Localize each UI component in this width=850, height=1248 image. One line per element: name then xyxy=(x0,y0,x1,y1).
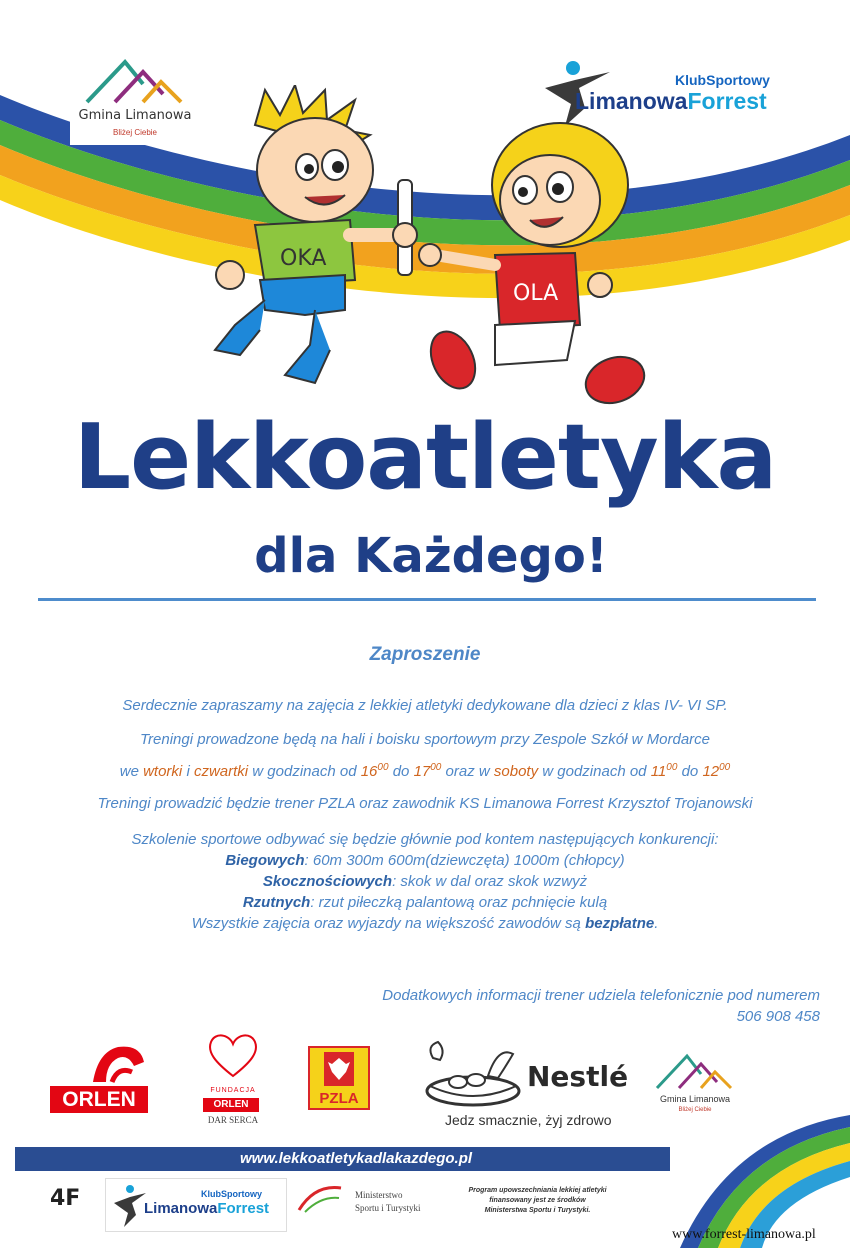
website-url-bar[interactable] xyxy=(15,1147,670,1171)
disciplines-intro: Szkolenie sportowe odbywać się będzie głównie pod kontem następujących konkurencji: xyxy=(131,831,719,848)
gmina-limanowa-logo xyxy=(70,50,200,145)
schedule-saturday: soboty xyxy=(493,763,539,780)
club-footer-right: Forrest xyxy=(217,1200,270,1217)
fundacja-orlen: ORLEN xyxy=(203,1098,259,1112)
time-3-hour: 11 xyxy=(650,763,667,780)
throws-label: Rzutnych xyxy=(242,894,311,911)
club-footer-name xyxy=(144,1200,269,1217)
page-title: Lekkoatletyka xyxy=(73,405,777,510)
runs-line xyxy=(40,850,810,871)
orlen-eagle-icon xyxy=(88,1042,148,1084)
time-1 xyxy=(361,763,389,780)
time-1-hour: 16 xyxy=(360,763,378,780)
girl-figure xyxy=(419,123,651,411)
program-line-2: finansowany jest ze środków xyxy=(489,1197,586,1204)
eagle-emblem-icon xyxy=(310,1050,368,1090)
schedule-thursday: czwartki xyxy=(193,763,249,780)
time-2 xyxy=(414,763,442,780)
gmina-tagline-small: Bliżej Ciebie xyxy=(678,1107,712,1113)
club-footer-left: Limanowa xyxy=(144,1200,218,1217)
time-3 xyxy=(651,763,678,780)
runs-label: Biegowych xyxy=(225,852,305,869)
free-prefix: Wszystkie zajęcia oraz wyjazdy na większość zawodów są xyxy=(191,915,586,932)
jumps-label: Skocznościowych xyxy=(262,873,393,890)
runs-text: : 60m 300m 600m(dziewczęta) 1000m (chłopcy) xyxy=(304,852,625,869)
schedule-we: we xyxy=(119,763,139,780)
jumps-line xyxy=(40,871,810,892)
free-word: bezpłatne xyxy=(585,915,655,932)
schedule-to: do xyxy=(392,763,410,780)
club-small-label: KlubSportowy xyxy=(675,72,770,88)
time-1-min: 00 xyxy=(377,762,389,773)
ministry-logo xyxy=(355,1189,421,1215)
boy-shirt-text: OKA xyxy=(280,246,327,271)
girl-shirt-text: OLA xyxy=(513,281,559,306)
gmina-name-small: Gmina Limanowa xyxy=(659,1094,731,1104)
club-logo-footer xyxy=(105,1178,287,1232)
time-3-min: 00 xyxy=(666,762,678,773)
trainer-line: Treningi prowadzić będzie trener PZLA oraz zawodnik KS Limanowa Forrest Krzysztof Trojanowski xyxy=(97,795,753,812)
disciplines-block xyxy=(40,829,810,934)
time-4 xyxy=(702,763,730,780)
schedule-tuesday: wtorki xyxy=(143,763,183,780)
kids-illustration xyxy=(195,85,665,425)
club-footer-small: KlubSportowy xyxy=(201,1189,262,1199)
gmina-mountains-icon xyxy=(655,1050,735,1090)
program-line-1: Program upowszechniania lekkiej atletyki xyxy=(468,1187,607,1194)
website-url[interactable]: www.lekkoatletykadlakazdego.pl xyxy=(240,1150,473,1167)
gmina-tagline: Bliżej Ciebie xyxy=(112,128,158,137)
contact-block xyxy=(300,985,820,1027)
program-line-3: Ministerstwa Sportu i Turystyki. xyxy=(484,1207,591,1214)
pzla-logo xyxy=(308,1046,370,1110)
invitation-heading: Zaproszenie xyxy=(369,644,481,665)
mountains-icon xyxy=(85,54,185,106)
schedule-and: i xyxy=(186,763,190,780)
ministry-swoosh-icon xyxy=(295,1182,345,1216)
fundacja-dar-serca: DAR SERCA xyxy=(207,1115,259,1125)
heart-icon xyxy=(205,1030,261,1080)
schedule-to-2: do xyxy=(681,763,699,780)
throws-line xyxy=(40,892,810,913)
time-4-min: 00 xyxy=(719,762,731,773)
schedule-hours-from-2: w godzinach od xyxy=(542,763,647,780)
free-line xyxy=(40,913,810,934)
nestle-logo: Nestlé xyxy=(527,1060,629,1093)
invitation-line-1: Serdecznie zapraszamy na zajęcia z lekkiej atletyki dedykowane dla dzieci z klas IV- VI SP. xyxy=(122,697,728,714)
schedule-hours-from: w godzinach od xyxy=(252,763,357,780)
ministry-line-1: Ministerstwo xyxy=(355,1190,403,1200)
gmina-name: Gmina Limanowa xyxy=(78,108,192,123)
time-2-hour: 17 xyxy=(413,763,431,780)
time-2-min: 00 xyxy=(430,762,442,773)
nestle-tagline: Jedz smacznie, żyj zdrowo xyxy=(445,1112,612,1128)
4f-logo: 4F xyxy=(50,1186,81,1211)
jumps-text: : skok w dal oraz skok wzwyż xyxy=(392,873,588,890)
fundacja-label: FUNDACJA xyxy=(210,1087,256,1094)
program-note xyxy=(450,1186,625,1216)
page-subtitle: dla Każdego! xyxy=(254,528,608,584)
invitation-line-2: Treningi prowadzone będą na hali i boisku sportowym przy Zespole Szkół w Mordarce xyxy=(140,731,710,748)
free-suffix: . xyxy=(654,915,659,932)
club-name-left: Limanowa xyxy=(575,88,688,114)
divider xyxy=(38,598,816,601)
time-4-hour: 12 xyxy=(702,763,720,780)
pzla-text: PZLA xyxy=(319,1090,359,1107)
contact-phone: 506 908 458 xyxy=(736,1008,820,1025)
schedule-line xyxy=(40,762,810,780)
ministry-line-2: Sportu i Turystyki xyxy=(355,1203,421,1213)
schedule-and-on: oraz w xyxy=(445,763,490,780)
contact-line: Dodatkowych informacji trener udziela telefonicznie pod numerem xyxy=(382,987,820,1004)
watermark: www.forrest-limanowa.pl xyxy=(672,1227,816,1242)
nestle-nest-icon xyxy=(418,1036,523,1108)
club-name-right: Forrest xyxy=(687,88,767,114)
orlen-logo: ORLEN xyxy=(50,1086,148,1113)
throws-text: : rzut piłeczką palantową oraz pchnięcie kulą xyxy=(310,894,608,911)
boy-figure xyxy=(215,85,417,383)
runner-small-icon xyxy=(112,1183,148,1227)
